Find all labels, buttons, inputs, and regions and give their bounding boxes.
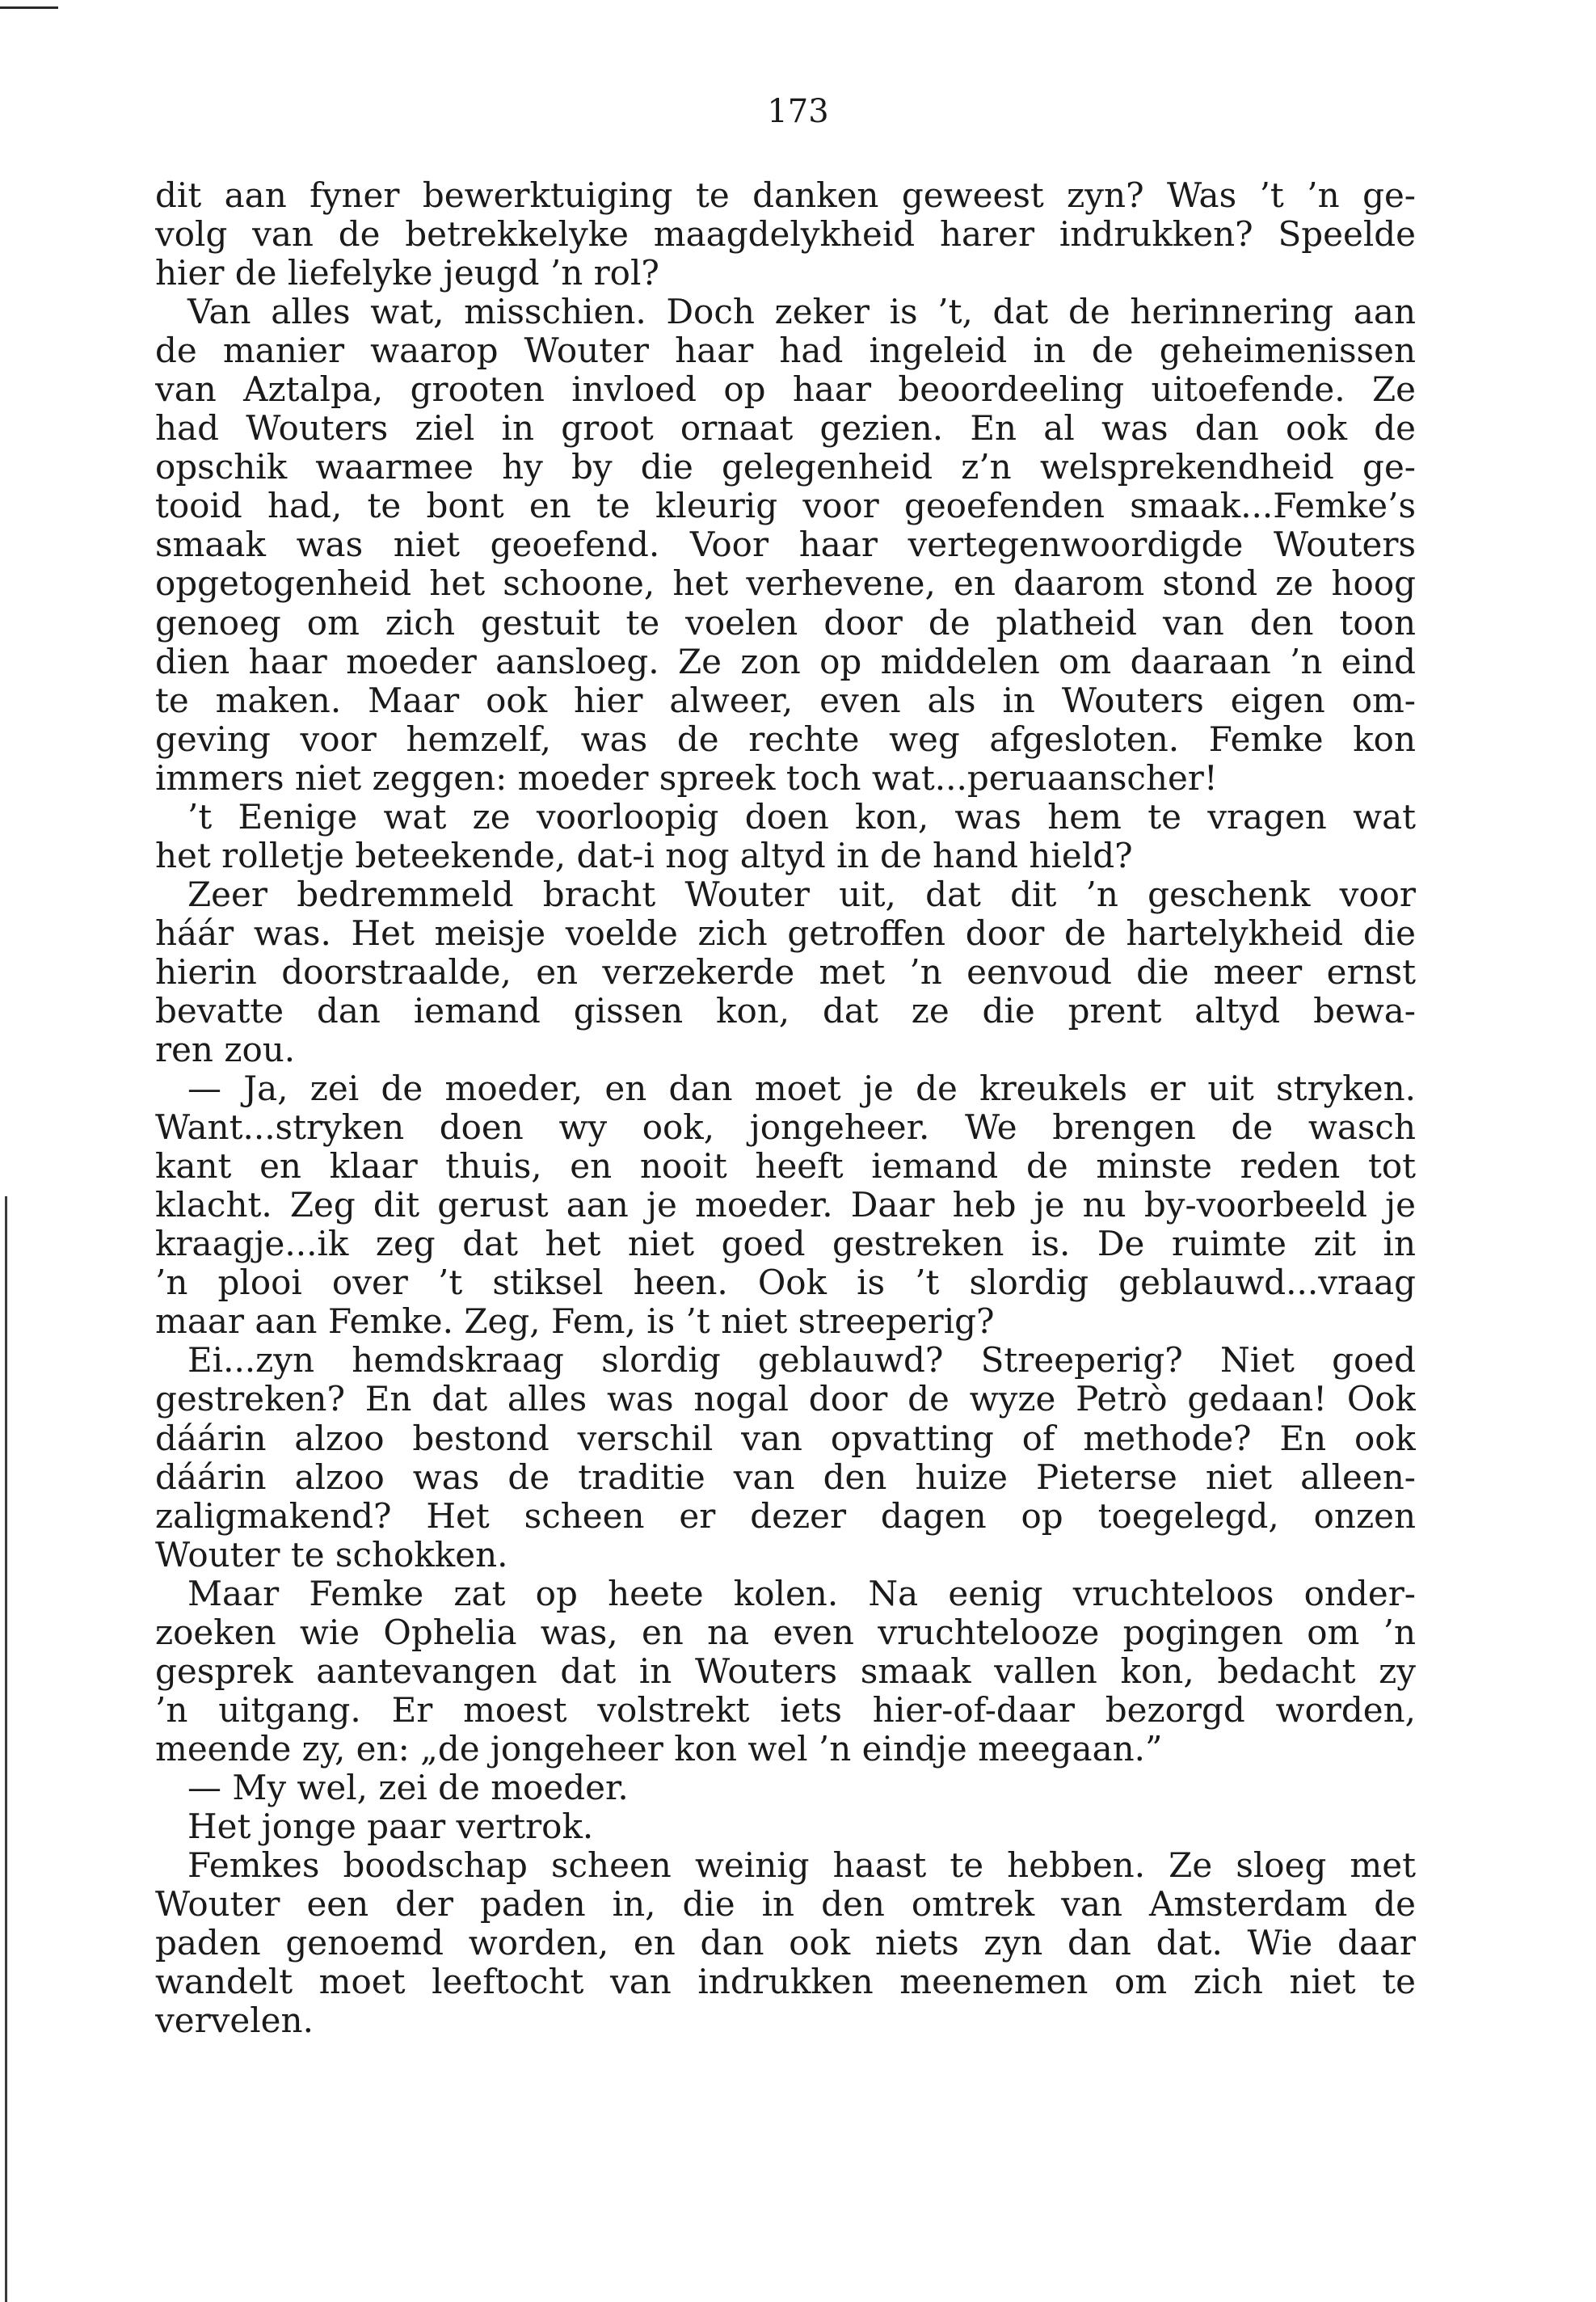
text-line: ren zou. <box>155 1031 296 1070</box>
text-line: bevatte dan iemand gissen kon, dat ze die prent altyd bewa- <box>155 991 1416 1031</box>
text-line: volg van de betrekkelyke maagdelykheid harer indrukken? Speelde <box>155 215 1416 255</box>
text-line: genoeg om zich gestuit te voelen door de platheid van den toon <box>155 603 1416 643</box>
text-line: — Ja, zei de moeder, en dan moet je de kreukels er uit stryken. <box>187 1069 1416 1109</box>
text-line: smaak was niet geoefend. Voor haar vertegenwoordigde Wouters <box>155 525 1416 565</box>
text-line: van Aztalpa, grooten invloed op haar beoordeeling uitoefende. Ze <box>155 370 1416 410</box>
text-line: Femkes boodschap scheen weinig haast te hebben. Ze sloeg met <box>187 1846 1416 1886</box>
text-line: geving voor hemzelf, was de rechte weg afgesloten. Femke kon <box>155 719 1416 759</box>
text-line: vervelen. <box>155 2001 314 2041</box>
text-line: gesprek aantevangen dat in Wouters smaak vallen kon, bedacht zy <box>155 1651 1416 1691</box>
page-number: 173 <box>767 93 829 130</box>
text-line: ’n plooi over ’t stiksel heen. Ook is ’t slordig geblauwd...vraag <box>155 1263 1416 1303</box>
text-line: ’n uitgang. Er moest volstrekt iets hier-of-daar bezorgd worden, <box>155 1690 1416 1730</box>
text-line: tooid had, te bont en te kleurig voor geoefenden smaak...Femke’s <box>155 487 1416 526</box>
text-line: háár was. Het meisje voelde zich getroffen door de hartelykheid die <box>155 913 1416 953</box>
text-line: te maken. Maar ook hier alweer, even als in Wouters eigen om- <box>155 681 1416 720</box>
text-line: Wouter te schokken. <box>155 1535 508 1575</box>
text-line: gestreken? En dat alles was nogal door de wyze Petrò gedaan! Ook <box>155 1380 1416 1419</box>
body-text <box>155 176 1416 2040</box>
text-line: paden genoemd worden, en dan ook niets zyn dan dat. Wie daar <box>155 1924 1416 1963</box>
text-line: Ei...zyn hemdskraag slordig geblauwd? Streeperig? Niet goed <box>187 1341 1416 1381</box>
text-line: — My wel, zei de moeder. <box>187 1768 629 1807</box>
text-line: Zeer bedremmeld bracht Wouter uit, dat dit ’n geschenk voor <box>187 875 1416 914</box>
text-line: immers niet zeggen: moeder spreek toch wat...peruaanscher! <box>155 758 1218 798</box>
text-line: wandelt moet leeftocht van indrukken meenemen om zich niet te <box>155 1963 1416 2002</box>
text-line: dáárin alzoo was de traditie van den huize Pieterse niet alleen- <box>155 1457 1416 1497</box>
text-line: hierin doorstraalde, en verzekerde met ’n eenvoud die meer ernst <box>155 952 1416 992</box>
text-line: ’t Eenige wat ze voorloopig doen kon, was hem te vragen wat <box>187 797 1416 837</box>
text-line: Want...stryken doen wy ook, jongeheer. We brengen de wasch <box>155 1108 1416 1148</box>
scan-edge-mark-left <box>5 1196 7 2302</box>
text-line: meende zy, en: „de jongeheer kon wel ’n eindje meegaan.” <box>155 1729 1163 1769</box>
text-line: klacht. Zeg dit gerust aan je moeder. Daar heb je nu by-voorbeeld je <box>155 1186 1416 1225</box>
text-line: zoeken wie Ophelia was, en na even vruchtelooze pogingen om ’n <box>155 1613 1416 1652</box>
text-line: maar aan Femke. Zeg, Fem, is ’t niet streeperig? <box>155 1302 995 1342</box>
text-line: Maar Femke zat op heete kolen. Na eenig vruchteloos onder- <box>187 1574 1416 1613</box>
text-line: had Wouters ziel in groot ornaat gezien. En al was dan ook de <box>155 409 1416 449</box>
scan-edge-mark-top <box>0 6 58 9</box>
text-line: dáárin alzoo bestond verschil van opvatting of methode? En ook <box>155 1419 1416 1458</box>
text-line: het rolletje beteekende, dat-i nog altyd in de hand hield? <box>155 836 1133 875</box>
text-line: dien haar moeder aansloeg. Ze zon op middelen om daaraan ’n eind <box>155 642 1416 681</box>
text-line: dit aan fyner bewerktuiging te danken geweest zyn? Was ’t ’n ge- <box>155 176 1416 215</box>
text-line: hier de liefelyke jeugd ’n rol? <box>155 254 659 293</box>
text-line: kraagje...ik zeg dat het niet goed gestreken is. De ruimte zit in <box>155 1225 1416 1264</box>
text-line: Het jonge paar vertrok. <box>187 1807 594 1846</box>
text-line: kant en klaar thuis, en nooit heeft iemand de minste reden tot <box>155 1147 1416 1187</box>
text-line: opschik waarmee hy by die gelegenheid z’n welsprekendheid ge- <box>155 448 1416 487</box>
text-line: zaligmakend? Het scheen er dezer dagen op toegelegd, onzen <box>155 1496 1416 1536</box>
text-line: Van alles wat, misschien. Doch zeker is ’t, dat de herinnering aan <box>187 293 1416 332</box>
text-line: Wouter een der paden in, die in den omtrek van Amsterdam de <box>155 1885 1416 1925</box>
text-line: opgetogenheid het schoone, het verhevene, en daarom stond ze hoog <box>155 564 1416 604</box>
text-line: de manier waarop Wouter haar had ingeleid in de geheimenissen <box>155 331 1416 371</box>
